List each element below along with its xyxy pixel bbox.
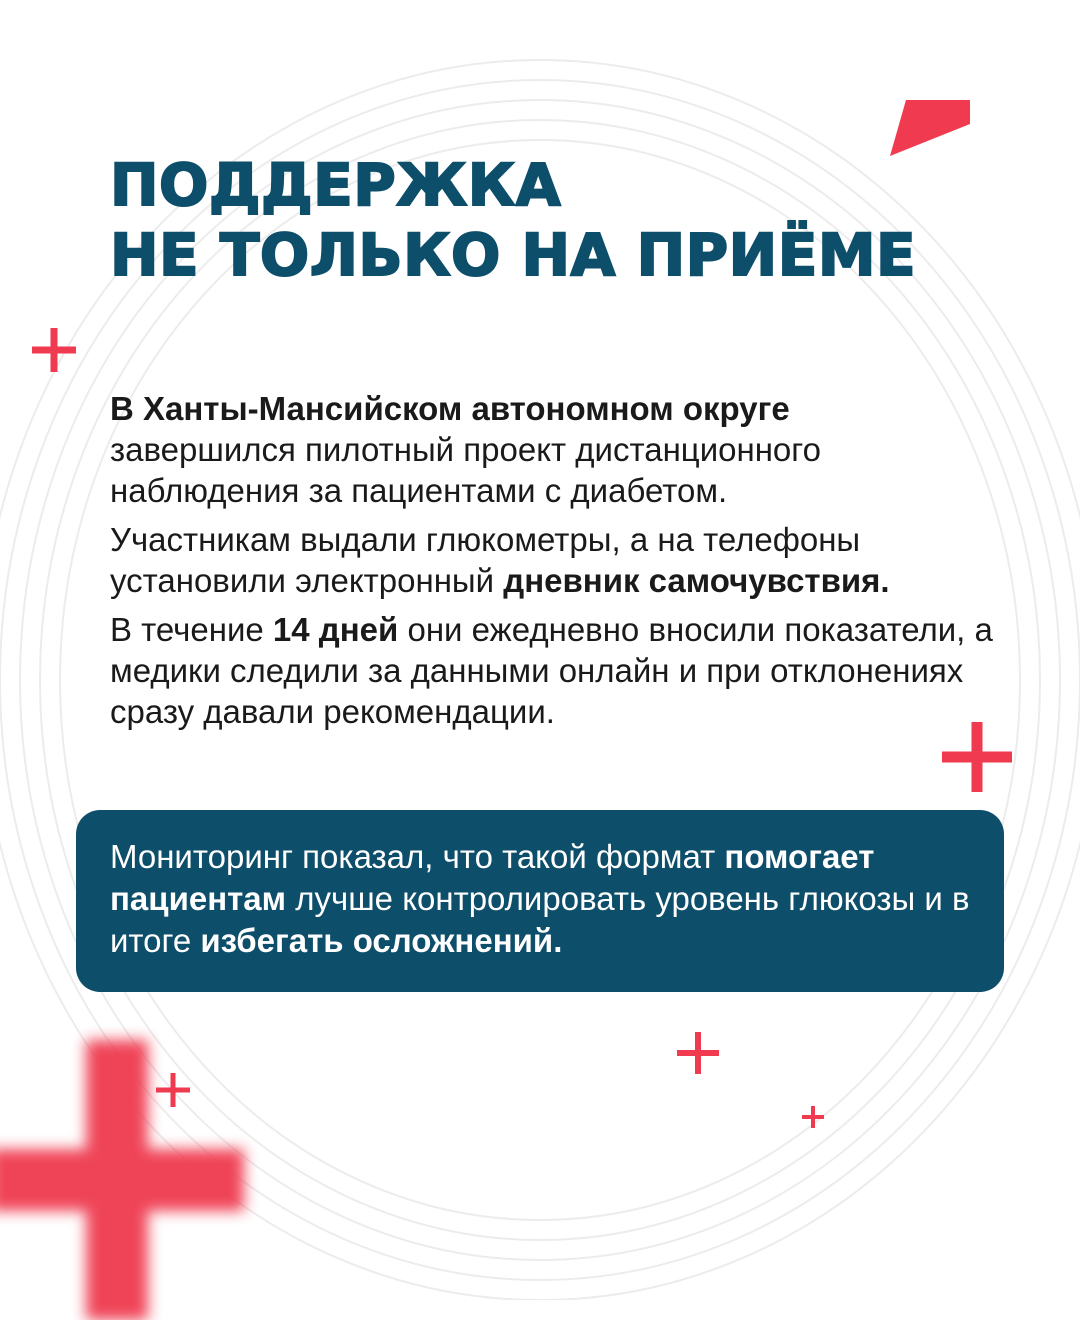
callout-text-2: лучше контролировать уровень глюкозы и в итоге (110, 880, 970, 959)
title-line-1: ПОДДЕРЖКА (110, 151, 562, 219)
plus-icon (32, 328, 76, 372)
blurred-plus-icon (0, 1040, 244, 1320)
page-title (110, 150, 916, 290)
paragraph-1 (110, 388, 1010, 511)
callout-box (76, 810, 1004, 992)
paragraph-1-text: завершился пилотный проект дистанционного наблюдения за пациентами с диабетом. (110, 431, 821, 509)
paragraph-2-text: Участникам выдали глюкометры, а на телефоны установили электронный (110, 521, 861, 599)
paragraph-3-text-1: В течение (110, 611, 273, 648)
red-parallelogram-shape (886, 98, 974, 158)
plus-icon (802, 1106, 824, 1128)
callout-bold-1: помогает пациентам (110, 838, 875, 917)
paragraph-2 (110, 519, 1010, 601)
callout-bold-2: избегать осложнений. (200, 922, 563, 959)
paragraph-3-text-2: они ежедневно вносили показатели, а медики следили за данными онлайн и при отклонениях сразу давали рекомендации. (110, 611, 993, 730)
paragraph-1-bold: В Ханты-Мансийском автономном округе (110, 390, 790, 427)
plus-icon (677, 1032, 719, 1074)
paragraph-3 (110, 609, 1010, 732)
callout-text-1: Мониторинг показал, что такой формат (110, 838, 725, 875)
paragraph-2-bold: дневник самочувствия. (503, 562, 890, 599)
title-line-2: НЕ ТОЛЬКО НА ПРИЁМЕ (110, 221, 917, 289)
body-text (110, 388, 1010, 740)
paragraph-3-bold: 14 дней (272, 611, 399, 648)
